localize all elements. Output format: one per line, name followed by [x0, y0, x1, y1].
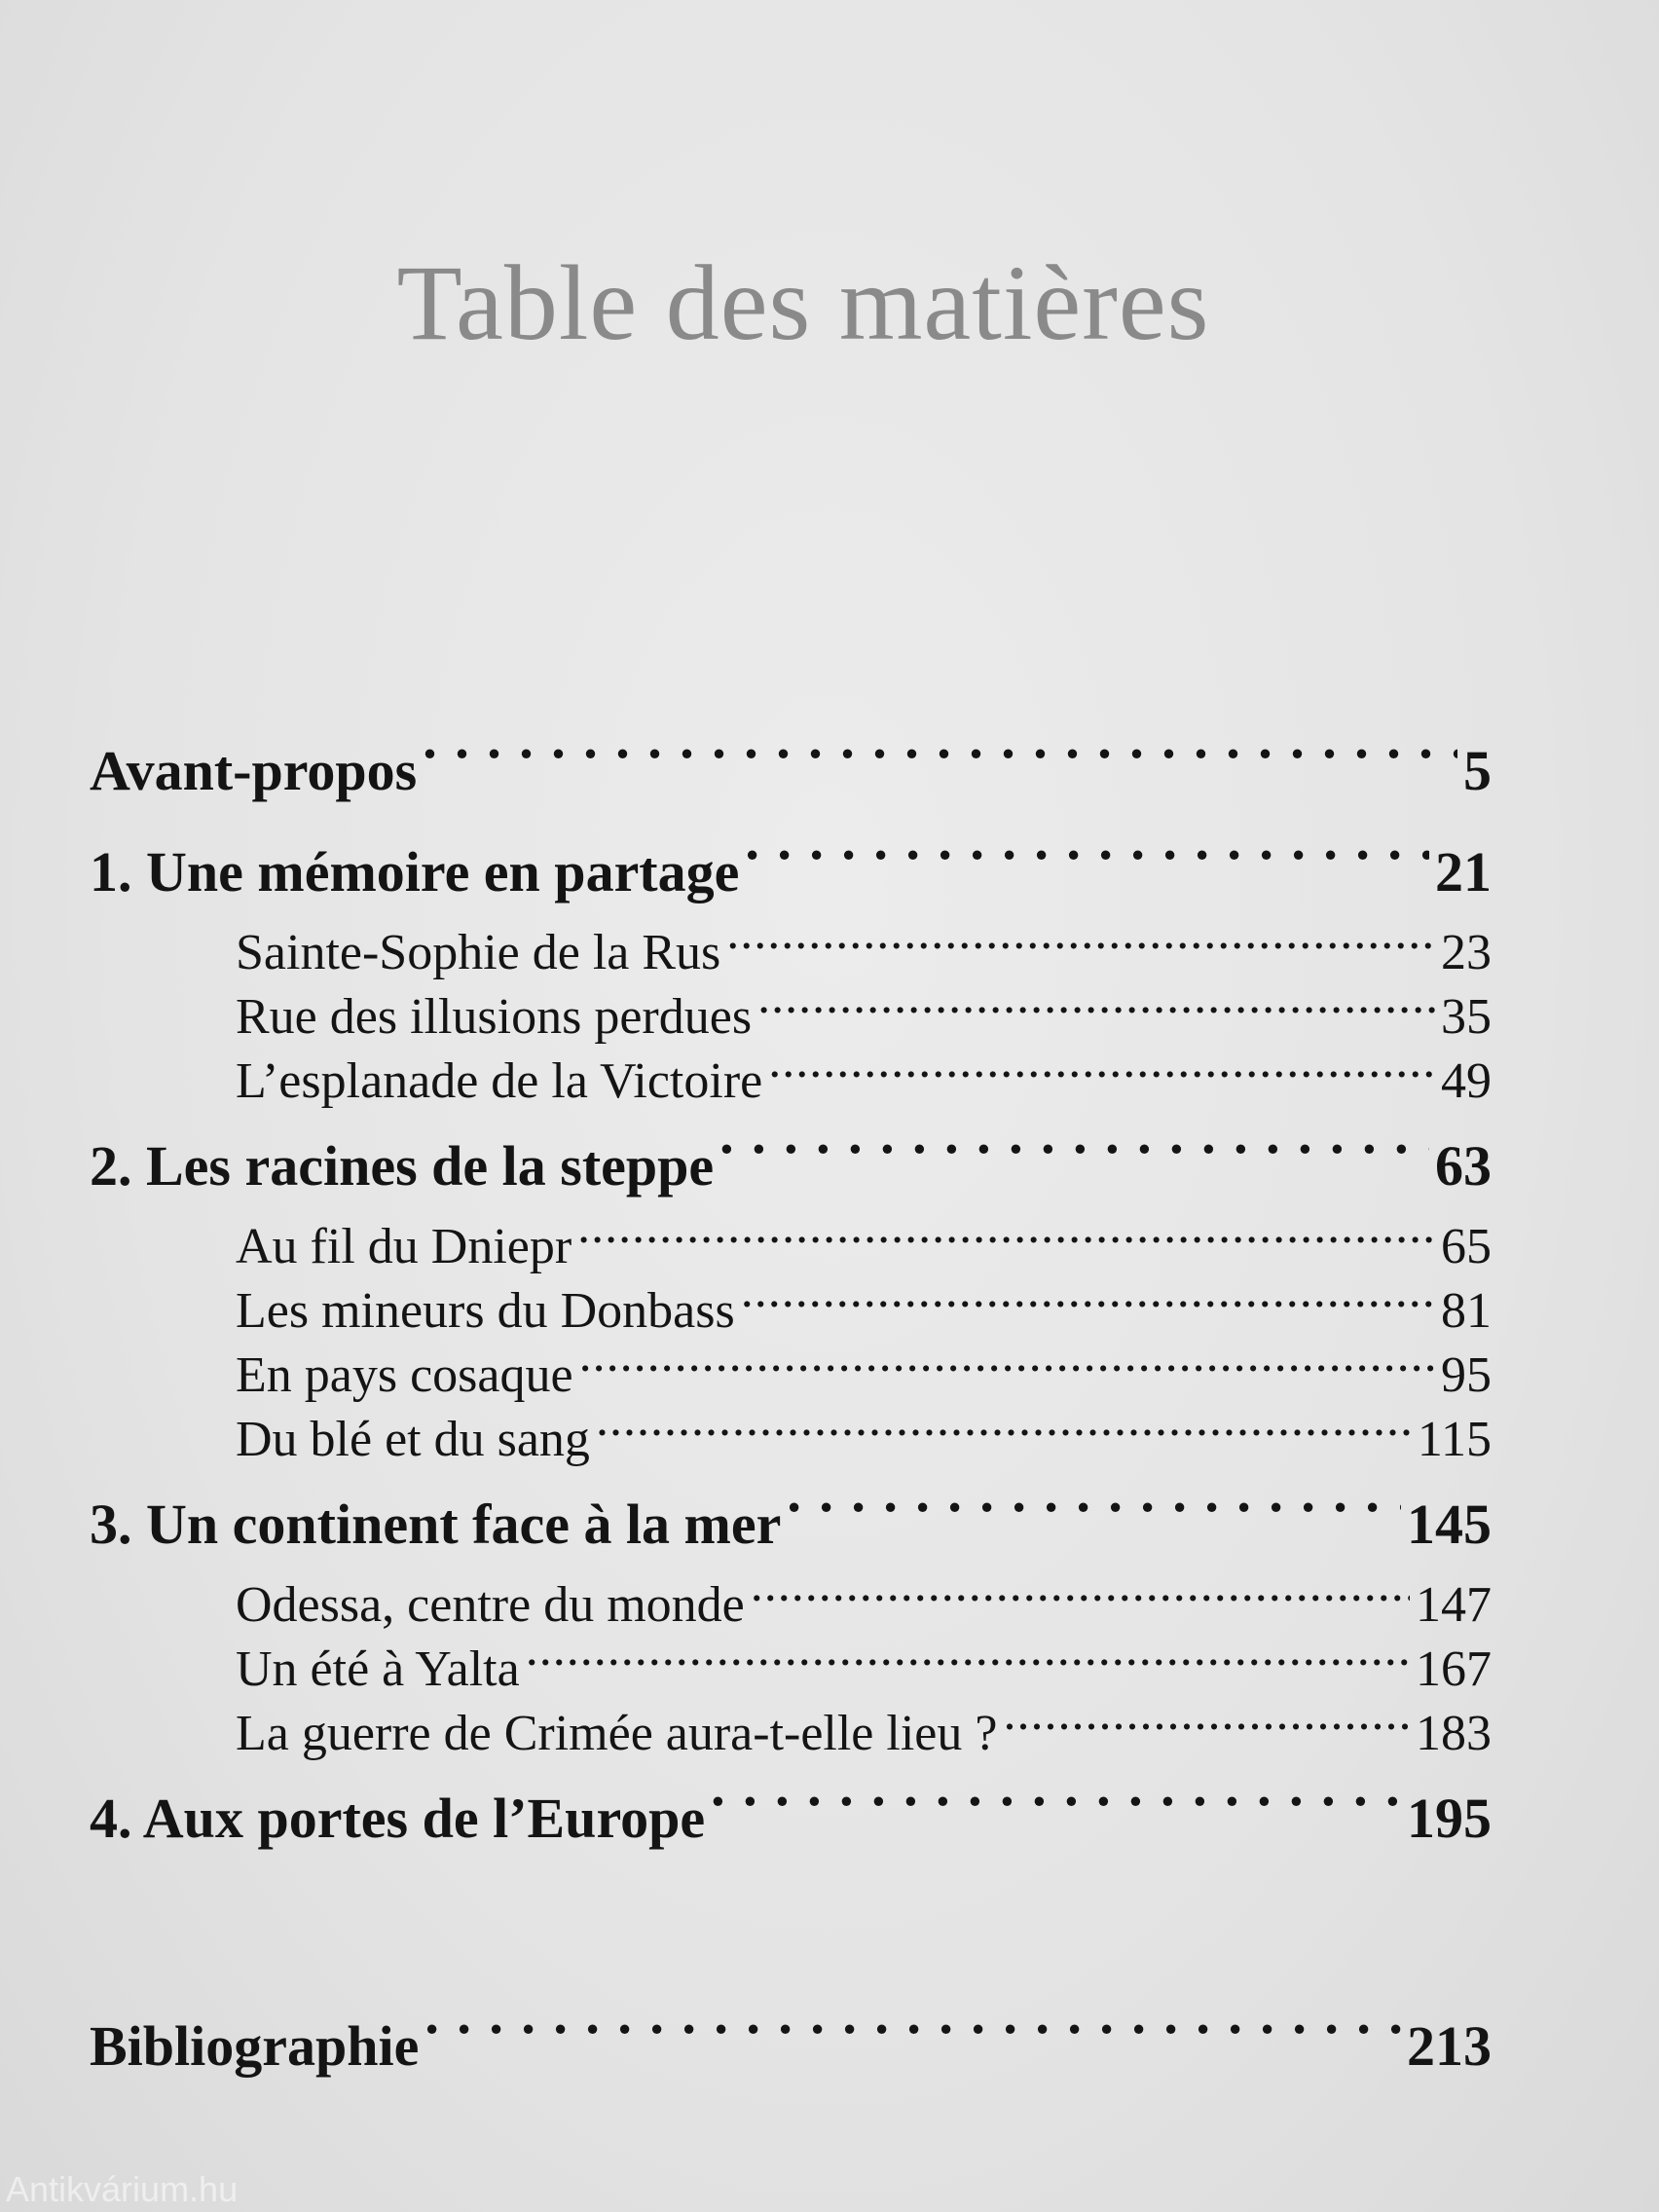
- toc-entry-page: 167: [1416, 1641, 1492, 1697]
- toc-entry-label: 1. Une mémoire en partage: [90, 840, 740, 903]
- toc-entry-section: [90, 1570, 1492, 1635]
- dot-leader: [423, 733, 1457, 790]
- toc-entry-chapter-4: [90, 1773, 1492, 1864]
- toc-entry-chapter-3: [90, 1479, 1492, 1570]
- toc-entry-section: [90, 1699, 1492, 1763]
- toc-entry-label: Du blé et du sang: [236, 1412, 590, 1467]
- toc-entry-label: Au fil du Dniepr: [236, 1219, 572, 1274]
- dot-leader: [787, 1487, 1401, 1543]
- toc-entry-page: 95: [1441, 1347, 1492, 1403]
- dot-leader: [1003, 1699, 1410, 1750]
- toc-entry-label: Bibliographie: [90, 2014, 420, 2078]
- dot-leader: [751, 1570, 1410, 1621]
- watermark: Antikvárium.hu: [6, 2169, 239, 2209]
- toc-entry-label: 4. Aux portes de l’Europe: [90, 1787, 706, 1850]
- toc-entry-page: 115: [1417, 1412, 1492, 1467]
- toc-entry-label: Les mineurs du Donbass: [236, 1283, 735, 1339]
- toc-entry-section: [90, 1276, 1492, 1341]
- toc-entry-avant-propos: [90, 725, 1492, 817]
- toc-entry-section: [90, 982, 1492, 1047]
- toc-entry-page: 5: [1463, 739, 1492, 802]
- toc-entry-section: [90, 1212, 1492, 1276]
- dot-leader: [711, 1781, 1401, 1837]
- toc-entry-section: [90, 918, 1492, 982]
- dot-leader: [741, 1276, 1435, 1327]
- toc-entry-page: 183: [1416, 1706, 1492, 1761]
- toc-entry-label: L’esplanade de la Victoire: [236, 1053, 763, 1109]
- dot-leader: [526, 1635, 1410, 1685]
- dot-leader: [745, 834, 1429, 891]
- toc-entry-label: Rue des illusions perdues: [236, 989, 753, 1045]
- toc-entry-label: En pays cosaque: [236, 1347, 573, 1403]
- dot-leader: [579, 1341, 1435, 1391]
- dot-leader: [577, 1212, 1435, 1263]
- toc-entry-page: 63: [1435, 1134, 1492, 1198]
- page-title: Table des matières: [396, 243, 1210, 362]
- toc-entry-page: 49: [1441, 1053, 1492, 1109]
- dot-leader: [424, 2009, 1401, 2065]
- toc-entry-page: 35: [1441, 989, 1492, 1045]
- toc-entry-label: Sainte-Sophie de la Rus: [236, 925, 721, 980]
- toc-entry-page: 65: [1441, 1219, 1492, 1274]
- dot-leader: [757, 982, 1435, 1033]
- toc-entry-section: [90, 1635, 1492, 1699]
- toc-entry-label: Odessa, centre du monde: [236, 1577, 745, 1633]
- toc-entry-chapter-1: [90, 827, 1492, 918]
- toc-entry-page: 21: [1435, 840, 1492, 903]
- toc-entry-page: 195: [1407, 1787, 1492, 1850]
- toc-entry-label: Avant-propos: [90, 739, 418, 802]
- toc-entry-section: [90, 1341, 1492, 1405]
- toc-entry-page: 23: [1441, 925, 1492, 980]
- dot-leader: [596, 1405, 1412, 1456]
- dot-leader: [768, 1047, 1435, 1097]
- toc-entry-label: Un été à Yalta: [236, 1641, 520, 1697]
- toc-entry-section: [90, 1405, 1492, 1469]
- toc-entry-chapter-2: [90, 1121, 1492, 1212]
- toc-entry-page: 81: [1441, 1283, 1492, 1339]
- toc-entry-page: 145: [1407, 1493, 1492, 1556]
- toc-entry-section: [90, 1047, 1492, 1111]
- dot-leader: [719, 1128, 1429, 1185]
- toc-entry-label: 3. Un continent face à la mer: [90, 1493, 782, 1556]
- toc-entry-bibliographie: [90, 2001, 1492, 2092]
- dot-leader: [726, 918, 1435, 969]
- toc-entry-page: 213: [1407, 2014, 1492, 2078]
- toc-entry-page: 147: [1416, 1577, 1492, 1633]
- toc-entry-label: 2. Les racines de la steppe: [90, 1134, 715, 1198]
- toc-entry-label: La guerre de Crimée aura-t-elle lieu ?: [236, 1706, 998, 1761]
- table-of-contents: [90, 725, 1492, 2092]
